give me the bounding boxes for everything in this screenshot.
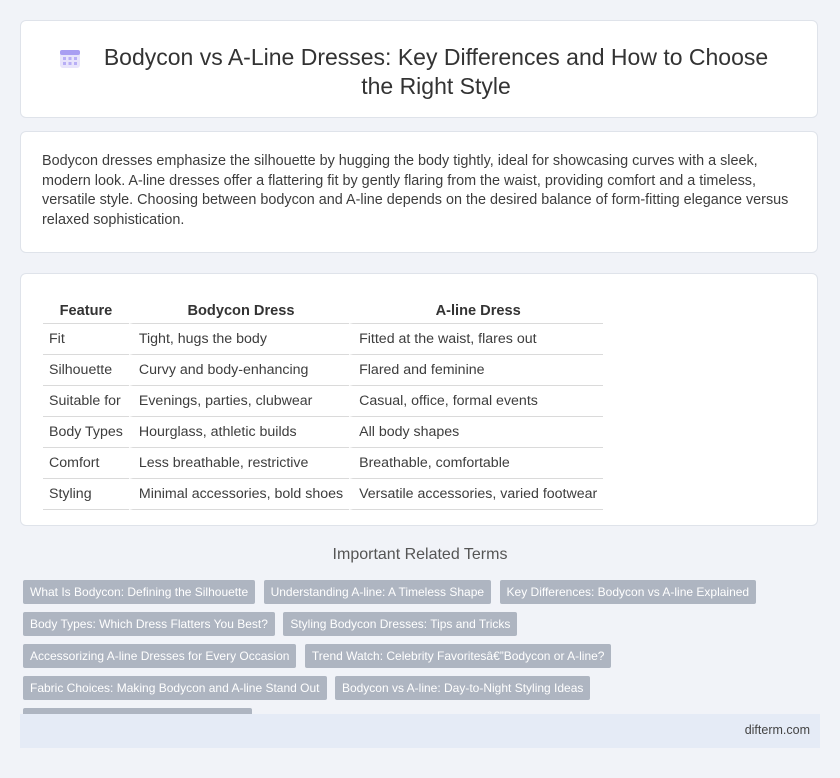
title-card [20, 20, 818, 118]
table-cell: Tight, hugs the body [129, 324, 349, 355]
header-bodycon: Bodycon Dress [129, 294, 349, 324]
table-row [43, 386, 603, 417]
related-term-link[interactable]: Trend Watch: Celebrity Favoritesâ€”Bodycon or A-line? [305, 644, 612, 668]
related-term-link[interactable]: Styling Bodycon Dresses: Tips and Tricks [283, 612, 517, 636]
header-aline: A-line Dress [349, 294, 603, 324]
table-cell: Body Types [43, 417, 129, 448]
table-header-row [43, 294, 603, 324]
table-cell: Silhouette [43, 355, 129, 386]
table-row [43, 479, 603, 510]
table-row [43, 448, 603, 479]
table-cell: Less breathable, restrictive [129, 448, 349, 479]
page-title: Bodycon vs A-Line Dresses: Key Differences and How to Choose the Right Style [103, 44, 769, 99]
intro-paragraph: Bodycon dresses emphasize the silhouette by hugging the body tightly, ideal for showcasing curves with a sleek, modern look. A-line dresses offer a flattering fit by gently flaring from the waist, providing comfort and a timeless, versatile style. Choosing between bodycon and A-line depends on the desired balance of form-fitting elegance versus relaxed sophistication. [42, 153, 789, 228]
footer-site-link[interactable]: difterm.com [744, 723, 810, 737]
related-term-link[interactable]: Fabric Choices: Making Bodycon and A-line Stand Out [23, 676, 327, 700]
comparison-table [43, 294, 603, 510]
table-cell: Curvy and body-enhancing [129, 355, 349, 386]
table-row [43, 355, 603, 386]
footer [20, 714, 820, 748]
table-cell: Fitted at the waist, flares out [349, 324, 603, 355]
intro-card [20, 131, 818, 253]
related-term-link[interactable]: What Is Bodycon: Defining the Silhouette [23, 580, 255, 604]
table-cell: Minimal accessories, bold shoes [129, 479, 349, 510]
related-term-link[interactable]: Understanding A-line: A Timeless Shape [264, 580, 491, 604]
table-cell: Versatile accessories, varied footwear [349, 479, 603, 510]
table-cell: Styling [43, 479, 129, 510]
related-term-link[interactable]: Body Types: Which Dress Flatters You Best? [23, 612, 275, 636]
table-cell: Flared and feminine [349, 355, 603, 386]
related-terms-heading: Important Related Terms [332, 546, 508, 563]
table-cell: Comfort [43, 448, 129, 479]
table-cell: Suitable for [43, 386, 129, 417]
related-term-link[interactable]: Bodycon vs A-line: Day-to-Night Styling Ideas [335, 676, 590, 700]
table-cell: Fit [43, 324, 129, 355]
table-cell: Breathable, comfortable [349, 448, 603, 479]
comparison-card [20, 273, 818, 526]
related-term-link[interactable]: Key Differences: Bodycon vs A-line Explained [500, 580, 757, 604]
table-cell: All body shapes [349, 417, 603, 448]
table-cell: Evenings, parties, clubwear [129, 386, 349, 417]
table-cell: Hourglass, athletic builds [129, 417, 349, 448]
table-row [43, 324, 603, 355]
related-term-link[interactable]: Accessorizing A-line Dresses for Every Occasion [23, 644, 296, 668]
table-row [43, 417, 603, 448]
header-feature: Feature [43, 294, 129, 324]
table-cell: Casual, office, formal events [349, 386, 603, 417]
